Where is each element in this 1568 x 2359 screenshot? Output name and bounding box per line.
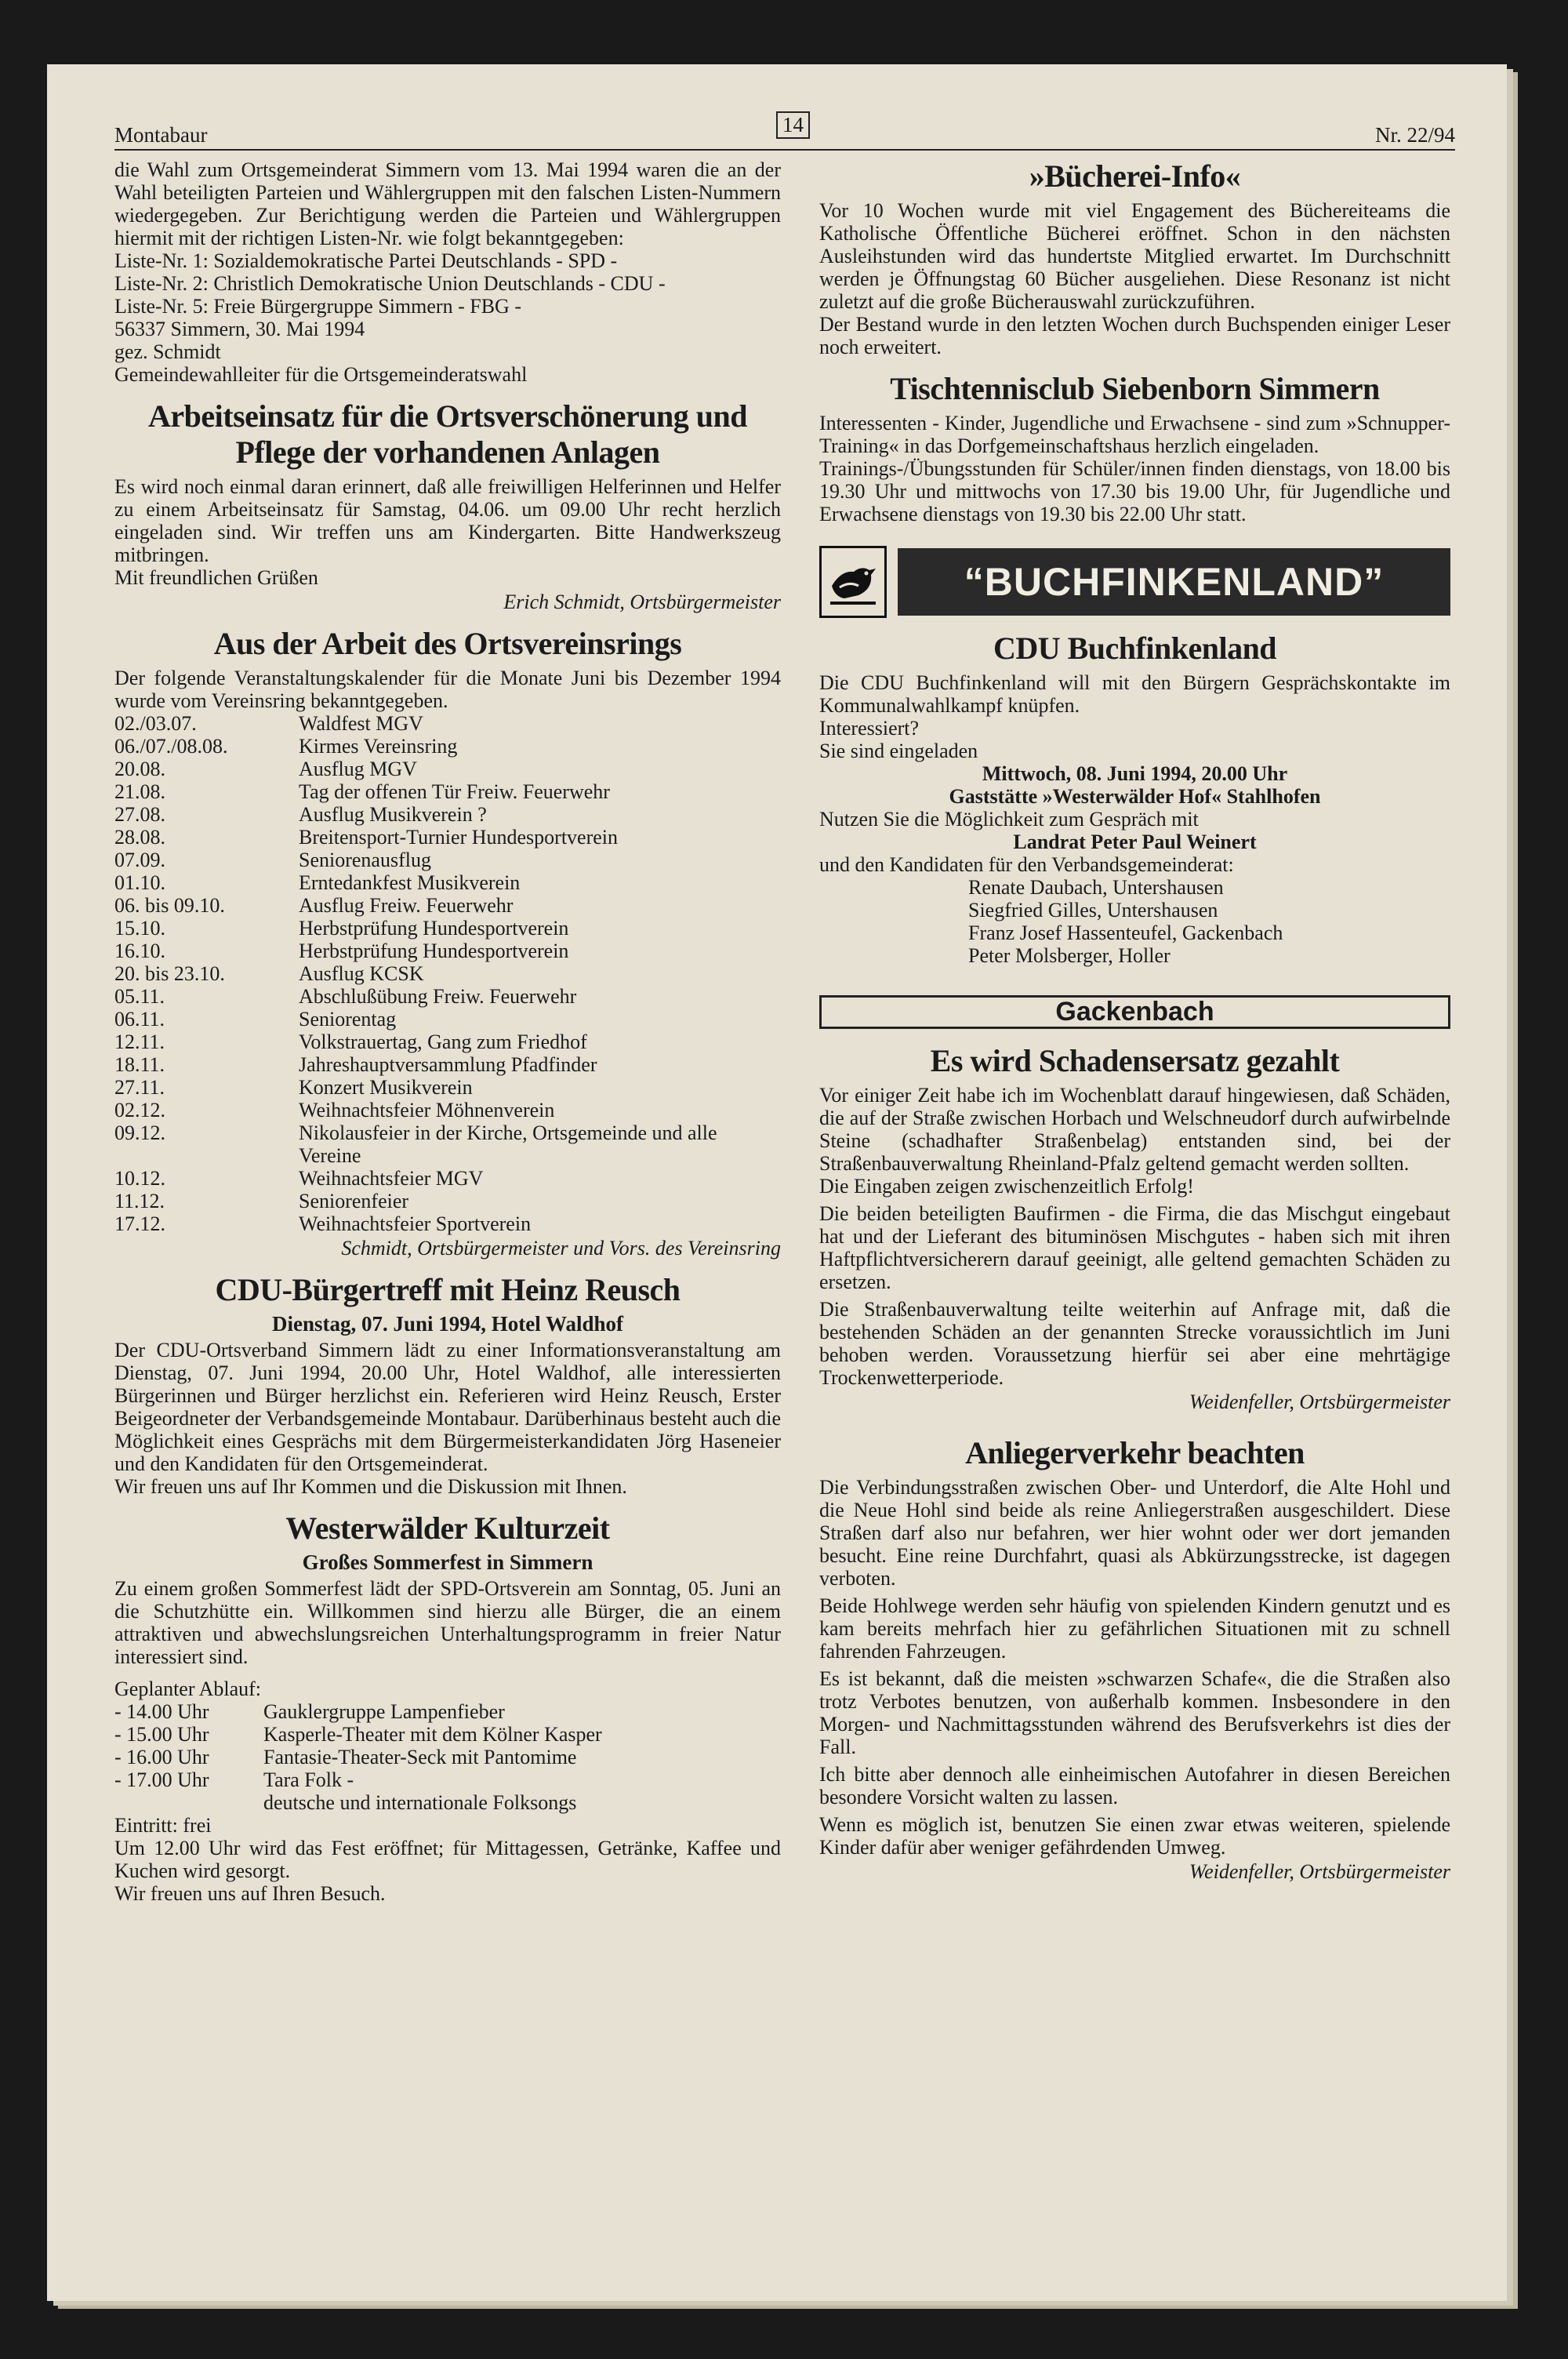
event-date: 01.10. <box>114 871 165 894</box>
event-row <box>114 1121 781 1167</box>
event-row <box>114 1030 781 1053</box>
wahl-line: Gemeindewahlleiter für die Ortsgemeinderatswahl <box>114 363 528 386</box>
event-date: 20.08. <box>114 758 165 780</box>
event-text: Breitensport-Turnier Hundesportverein <box>299 826 619 849</box>
cdu-bf-line: Sie sind eingeladen <box>819 740 978 762</box>
schaden-p3: Die Straßenbauverwaltung teilte weiterhin auf Anfrage mit, daß die bestehenden Schäden an der genannten Strecke voraussichtlich im Juni behoben werden. Voraussetzung hierfür sei aber eine mehrtägige Trockenwetterperiode. <box>819 1298 1450 1389</box>
event-text: Ausflug KCSK <box>299 962 424 985</box>
event-row <box>114 849 781 871</box>
schaden-p1b: Die Eingaben zeigen zwischenzeitlich Erfolg! <box>819 1175 1194 1198</box>
event-text: Konzert Musikverein <box>299 1076 473 1099</box>
event-text: Waldfest MGV <box>299 712 423 735</box>
event-row <box>114 917 781 940</box>
event-calendar <box>114 712 781 1235</box>
event-row <box>114 1076 781 1099</box>
program-text: Kasperle-Theater mit dem Kölner Kasper <box>263 1723 602 1746</box>
program-row <box>114 1768 602 1791</box>
anlieger-section <box>819 1435 1450 1883</box>
event-date: 28.08. <box>114 826 165 849</box>
program-time: - 15.00 Uhr <box>114 1723 209 1746</box>
event-date: 05.11. <box>114 985 165 1008</box>
cdu-bf-title: CDU Buchfinkenland <box>993 631 1277 666</box>
event-row <box>114 1190 781 1212</box>
event-text: Nikolausfeier in der Kirche, Ortsgemeinde und alle Vereine <box>299 1121 717 1167</box>
event-row <box>114 1008 781 1030</box>
candidate: Renate Daubach, Untershausen <box>968 876 1224 899</box>
event-row <box>114 826 781 849</box>
arbeit-closing: Mit freundlichen Grüßen <box>114 566 318 589</box>
kulturzeit-footer: Um 12.00 Uhr wird das Fest eröffnet; für Mittagessen, Getränke, Kaffee und Kuchen wird gesorgt. <box>114 1837 781 1882</box>
candidate: Franz Josef Hassenteufel, Gackenbach <box>968 921 1283 944</box>
buecherei-title: »Bücherei-Info« <box>1029 158 1241 194</box>
program-text: Fantasie-Theater-Seck mit Pantomime <box>263 1746 577 1768</box>
anlieger-title: Anliegerverkehr beachten <box>965 1435 1305 1470</box>
event-row <box>114 894 781 917</box>
event-text: Weihnachtsfeier Sportverein <box>299 1212 532 1235</box>
event-row <box>114 940 781 962</box>
tischtennis-section <box>819 371 1450 525</box>
event-text: Ausflug Musikverein ? <box>299 803 487 826</box>
tischtennis-body: Interessenten - Kinder, Jugendliche und Erwachsene - sind zum »Schnupper-Training« in das Dorfgemeinschaftshaus herzlich eingeladen. <box>819 412 1450 457</box>
buecherei-section <box>819 158 1450 358</box>
schaden-title: Es wird Schadensersatz gezahlt <box>930 1043 1340 1078</box>
cdu-bf-person: Landrat Peter Paul Weinert <box>1013 831 1257 853</box>
event-row <box>114 1212 781 1235</box>
cdu-bf-where: Gaststätte »Westerwälder Hof« Stahlhofen <box>949 785 1321 808</box>
anlieger-signature: Weidenfeller, Ortsbürgermeister <box>1189 1860 1450 1883</box>
event-text: Tag der offenen Tür Freiw. Feuerwehr <box>299 780 610 803</box>
cdu-bf-line: und den Kandidaten für den Verbandsgemeinderat: <box>819 853 1234 876</box>
cdu-bf-when: Mittwoch, 08. Juni 1994, 20.00 Uhr <box>982 762 1288 785</box>
arbeit-body: Es wird noch einmal daran erinnert, daß alle freiwilligen Helferinnen und Helfer zu einem Arbeitseinsatz für Samstag, 04.06. um 09.00 Uhr recht herzlich eingeladen sind. Wir treffen uns am Kindergarten. Bitte Handwerkszeug mitbringen. <box>114 475 781 566</box>
program-row <box>114 1746 602 1768</box>
vereinsring-signature: Schmidt, Ortsbürgermeister und Vors. des Vereinsring <box>341 1237 781 1259</box>
event-text: Seniorenfeier <box>299 1190 409 1212</box>
kulturzeit-footer: Eintritt: frei <box>114 1814 212 1837</box>
wahl-line: Liste-Nr. 1: Sozialdemokratische Partei Deutschlands - SPD - <box>114 249 618 272</box>
arbeit-title: Arbeitseinsatz für die Ortsverschönerung und Pflege der vorhandenen Anlagen <box>148 398 747 470</box>
event-date: 09.12. <box>114 1121 165 1144</box>
event-text: Ausflug Freiw. Feuerwehr <box>299 894 514 917</box>
kulturzeit-footer: Wir freuen uns auf Ihren Besuch. <box>114 1882 386 1905</box>
newspaper-page <box>47 64 1507 2301</box>
arbeit-section <box>114 398 781 613</box>
header-town: Montabaur <box>114 123 208 147</box>
program-time: - 17.00 Uhr <box>114 1768 209 1791</box>
event-row <box>114 1099 781 1121</box>
left-column <box>114 158 781 1905</box>
right-column <box>819 158 1450 1883</box>
header-issue: Nr. 22/94 <box>1374 123 1455 147</box>
event-text: Jahreshauptversammlung Pfadfinder <box>299 1053 597 1076</box>
wahl-line: Liste-Nr. 5: Freie Bürgergruppe Simmern - FBG - <box>114 295 521 318</box>
header-rule <box>114 149 1455 151</box>
candidate: Siegfried Gilles, Untershausen <box>968 899 1218 921</box>
schaden-signature: Weidenfeller, Ortsbürgermeister <box>1189 1390 1450 1413</box>
event-date: 07.09. <box>114 849 165 871</box>
kulturzeit-body: Zu einem großen Sommerfest lädt der SPD-Ortsverein am Sonntag, 05. Juni an die Schutzhütte ein. Willkommen sind hierzu alle Bürger, die an einem attraktiven und abwechslungsreichen Unterhaltungsprogramm in freier Natur interessiert sind. <box>114 1577 781 1668</box>
kulturzeit-subtitle: Großes Sommerfest in Simmern <box>302 1550 593 1574</box>
cdu-subtitle: Dienstag, 07. Juni 1994, Hotel Waldhof <box>271 1312 624 1336</box>
wahl-line: Liste-Nr. 2: Christlich Demokratische Union Deutschlands - CDU - <box>114 272 666 295</box>
event-row <box>114 962 781 985</box>
cdu-body: Der CDU-Ortsverband Simmern lädt zu einer Informationsveranstaltung am Dienstag, 07. Juni 1994, 20.00 Uhr, Hotel Waldhof, alle interessierten Bürgerinnen und Bürger herzlichst ein. Referieren wird Heinz Reusch, Erster Beigeordneter der Verbandsgemeinde Montabaur. Darüberhinaus besteht auch die Möglichkeit eines Gesprächs mit dem Bürgermeisterkandidaten Jörg Haseneier und den Kandidaten für den Ortsgemeinderat. <box>114 1339 782 1475</box>
event-date: 27.11. <box>114 1076 165 1099</box>
event-row <box>114 780 781 803</box>
anlieger-p4: Ich bitte aber dennoch alle einheimischen Autofahrer in diesen Bereichen besondere Vorsicht walten zu lassen. <box>819 1763 1450 1808</box>
anlieger-p3: Es ist bekannt, daß die meisten »schwarzen Schafe«, die die Straßen also trotz Verbotes benutzen, von außerhalb kommen. Insbesondere in den Morgen- und Nachmittagsstunden während des Berufsverkehrs ist dies der Fall. <box>819 1667 1450 1758</box>
cdu-bf-line: Nutzen Sie die Möglichkeit zum Gespräch mit <box>819 808 1199 831</box>
bird-logo-icon <box>819 546 887 618</box>
program-text: Gauklergruppe Lampenfieber <box>263 1700 505 1723</box>
gackenbach-heading: Gackenbach <box>819 995 1450 1029</box>
event-row <box>114 985 781 1008</box>
arbeit-signature: Erich Schmidt, Ortsbürgermeister <box>503 591 781 613</box>
vereinsring-title: Aus der Arbeit des Ortsvereinsrings <box>213 626 682 661</box>
event-date: 15.10. <box>114 917 165 940</box>
event-text: Seniorentag <box>299 1008 397 1030</box>
wahl-line: gez. Schmidt <box>114 340 221 363</box>
event-date: 02./03.07. <box>114 712 197 735</box>
event-row <box>114 758 781 780</box>
event-text: Volkstrauertag, Gang zum Friedhof <box>299 1030 587 1053</box>
event-text: Weihnachtsfeier MGV <box>299 1167 484 1190</box>
event-text: Herbstprüfung Hundesportverein <box>299 917 569 940</box>
event-text: Erntedankfest Musikverein <box>299 871 521 894</box>
wahl-section <box>114 158 781 386</box>
event-text: Weihnachtsfeier Möhnenverein <box>299 1099 555 1121</box>
event-row <box>114 712 781 735</box>
event-row <box>114 1053 781 1076</box>
tischtennis-body2: Trainings-/Übungsstunden für Schüler/innen finden dienstags, von 18.00 bis 19.30 Uhr und mittwochs von 17.30 bis 19.00 Uhr, für Jugendliche und Erwachsene dienstags von 19.30 bis 22.00 Uhr statt. <box>819 457 1450 525</box>
vereinsring-intro: Der folgende Veranstaltungskalender für die Monate Juni bis Dezember 1994 wurde vom Vereinsring bekanntgegeben. <box>114 667 781 712</box>
event-row <box>114 803 781 826</box>
program-row <box>114 1700 602 1723</box>
event-date: 17.12. <box>114 1212 165 1235</box>
event-date: 06. bis 09.10. <box>114 894 225 917</box>
buecherei-body: Vor 10 Wochen wurde mit viel Engagement des Büchereiteams die Katholische Öffentliche Bücherei eröffnet. Schon in den nächsten Ausleihstunden wird das hundertste Mitglied erwartet. Im Durchschnitt werden je Öffnungstag 60 Bücher ausgeliehen. Diese Resonanz ist nicht zuletzt auf die große Bücherauswahl zurückzuführen. <box>819 199 1450 313</box>
cdu-buchfinkenland-section <box>819 631 1450 967</box>
program-row <box>114 1723 602 1746</box>
schaden-section <box>819 1043 1450 1413</box>
event-text: Abschlußübung Freiw. Feuerwehr <box>299 985 577 1008</box>
event-text: Ausflug MGV <box>299 758 417 780</box>
program-time: - 14.00 Uhr <box>114 1700 209 1723</box>
header-page-number: 14 <box>776 111 810 139</box>
event-text: Herbstprüfung Hundesportverein <box>299 940 569 962</box>
kulturzeit-title: Westerwälder Kulturzeit <box>285 1510 610 1546</box>
buecherei-body2: Der Bestand wurde in den letzten Wochen durch Buchspenden einiger Leser noch erweitert. <box>819 313 1450 358</box>
event-text: Seniorenausflug <box>299 849 431 871</box>
schaden-p1: Vor einiger Zeit habe ich im Wochenblatt darauf hingewiesen, daß Schäden, die auf der Straße zwischen Horbach und Welschneudorf durch aufwirbelnde Steine (schadhafter Straßenbelag) entstanden sind, bei der Straßenbauverwaltung Rheinland-Pfalz geltend gemacht werden sollten. <box>819 1084 1450 1175</box>
anlieger-p5: Wenn es möglich ist, benutzen Sie einen zwar etwas weiteren, spielende Kinder dafür aber weniger gefährdenden Umweg. <box>819 1813 1450 1859</box>
vereinsring-section <box>114 626 781 1259</box>
program-continuation: deutsche und internationale Folksongs <box>263 1791 577 1814</box>
kulturzeit-section <box>114 1510 781 1905</box>
cdu-bf-line: Interessiert? <box>819 717 920 740</box>
event-date: 16.10. <box>114 940 165 962</box>
tischtennis-title: Tischtennisclub Siebenborn Simmern <box>890 371 1380 406</box>
candidate: Peter Molsberger, Holler <box>968 944 1171 967</box>
event-date: 06.11. <box>114 1008 165 1030</box>
event-row <box>114 871 781 894</box>
program-table <box>114 1700 602 1791</box>
event-date: 10.12. <box>114 1167 165 1190</box>
cdu-closing: Wir freuen uns auf Ihr Kommen und die Diskussion mit Ihnen. <box>114 1475 627 1498</box>
event-text: Kirmes Vereinsring <box>299 735 458 758</box>
event-date: 20. bis 23.10. <box>114 962 225 985</box>
event-date: 02.12. <box>114 1099 165 1121</box>
cdu-section <box>114 1272 781 1498</box>
wahl-line: 56337 Simmern, 30. Mai 1994 <box>114 318 365 340</box>
anlieger-p1: Die Verbindungsstraßen zwischen Ober- und Unterdorf, die Alte Hohl und die Neue Hohl sind beide als reine Anliegerstraßen ausgeschildert. Diese Straßen darf also nur befahren, wer hier wohnt oder wer dort jemanden besucht. Eine reine Durchfahrt, quasi als Abkürzungsstrecke, ist dagegen verboten. <box>819 1476 1450 1590</box>
event-date: 21.08. <box>114 780 165 803</box>
schaden-p2: Die beiden beteiligten Baufirmen - die Firma, die das Mischgut eingebaut hat und der Lieferant des bituminösen Mischgutes - haben sich mit ihren Haftpflichtversicherern darauf geeinigt, alle geltend gemachten Schäden zu ersetzen. <box>819 1202 1450 1293</box>
cdu-title: CDU-Bürgertreff mit Heinz Reusch <box>215 1272 681 1307</box>
event-date: 06./07./08.08. <box>114 735 228 758</box>
program-time: - 16.00 Uhr <box>114 1746 209 1768</box>
event-date: 12.11. <box>114 1030 165 1053</box>
event-date: 11.12. <box>114 1190 165 1212</box>
cdu-bf-body: Die CDU Buchfinkenland will mit den Bürgern Gesprächskontakte im Kommunalwahlkampf knüpfen. <box>819 671 1450 717</box>
event-date: 27.08. <box>114 803 165 826</box>
event-row <box>114 1167 781 1190</box>
buchfinkenland-banner-row <box>819 546 1450 618</box>
event-date: 18.11. <box>114 1053 165 1076</box>
event-row <box>114 735 781 758</box>
buchfinkenland-banner: “BUCHFINKENLAND” <box>898 548 1450 616</box>
wahl-intro: die Wahl zum Ortsgemeinderat Simmern vom 13. Mai 1994 waren die an der Wahl beteiligten Parteien und Wählergruppen mit den falschen Listen-Nummern wiedergegeben. Zur Berichtigung werden die Parteien und Wählergruppen hiermit mit der richtigen Listen-Nr. wie folgt bekanntgegeben: <box>114 158 781 249</box>
program-text: Tara Folk - <box>263 1768 354 1791</box>
program-label: Geplanter Ablauf: <box>114 1677 261 1700</box>
anlieger-p2: Beide Hohlwege werden sehr häufig von spielenden Kindern genutzt und es kam bereits mehrfach hier zu gefährlichen Situationen mit zu schnell fahrenden Fahrzeugen. <box>819 1594 1450 1663</box>
